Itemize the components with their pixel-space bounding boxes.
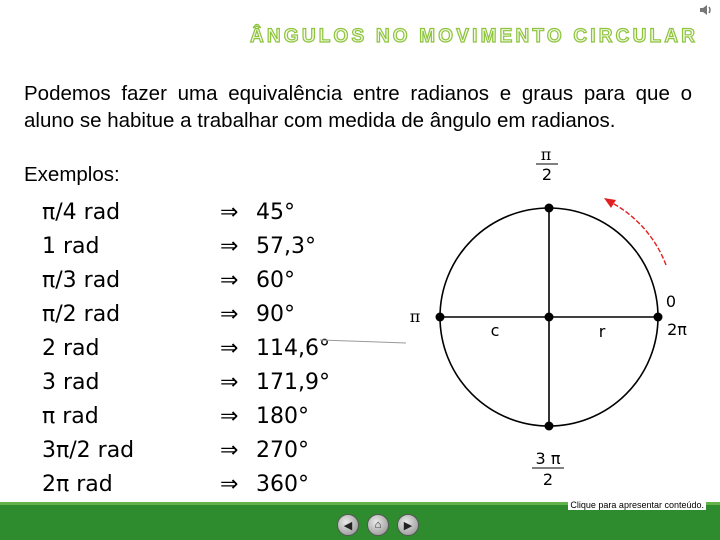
label-top-denominator: 2 — [541, 165, 553, 184]
conversion-table — [38, 198, 328, 503]
pointer-line — [320, 340, 406, 343]
radian-value: π/2 rad — [42, 302, 121, 327]
degree-value: 270° — [256, 438, 309, 463]
degree-value: 114,6° — [256, 336, 330, 361]
degree-value: 90° — [256, 302, 295, 327]
unit-circle-diagram — [320, 140, 720, 500]
degree-value: 360° — [256, 472, 309, 497]
radian-value: 3 rad — [42, 370, 100, 395]
home-icon: ⌂ — [374, 519, 382, 531]
home-button[interactable] — [367, 514, 389, 536]
implies-arrow: ⇒ — [220, 472, 239, 497]
degree-value: 171,9° — [256, 370, 330, 395]
point-right — [654, 313, 663, 322]
degree-value: 45° — [256, 200, 295, 225]
implies-arrow: ⇒ — [220, 200, 239, 225]
label-right-zero: 0 — [665, 292, 677, 311]
point-bottom — [545, 422, 554, 431]
conversion-row — [38, 334, 328, 368]
radian-value: π/3 rad — [42, 268, 121, 293]
conversion-row — [38, 402, 328, 436]
degree-value: 60° — [256, 268, 295, 293]
label-radius: r — [598, 322, 606, 341]
implies-arrow: ⇒ — [220, 336, 239, 361]
radian-value: π/4 rad — [42, 200, 121, 225]
examples-label: Exemplos: — [24, 163, 120, 186]
conversion-row — [38, 198, 328, 232]
radian-value: 2π rad — [42, 472, 113, 497]
label-right-two-pi: 2π — [667, 320, 687, 339]
footer-note[interactable]: Clique para apresentar conteúdo. — [570, 500, 704, 510]
implies-arrow: ⇒ — [220, 370, 239, 395]
degree-value: 180° — [256, 404, 309, 429]
intro-paragraph: Podemos fazer uma equivalência entre radianos e graus para que o aluno se habitue a trabalhar com medida de ângulo em radianos. — [24, 82, 692, 132]
next-icon: ▶ — [403, 519, 413, 532]
implies-arrow: ⇒ — [220, 302, 239, 327]
implies-arrow: ⇒ — [220, 404, 239, 429]
implies-arrow: ⇒ — [220, 268, 239, 293]
point-top — [545, 204, 554, 213]
conversion-row — [38, 470, 328, 504]
prev-button[interactable] — [337, 514, 359, 536]
page-title: ÂNGULOS NO MOVIMENTO CIRCULAR — [250, 26, 699, 47]
conversion-row — [38, 368, 328, 402]
label-bottom-denominator: 2 — [542, 470, 554, 489]
degree-value: 57,3° — [256, 234, 316, 259]
radian-value: 1 rad — [42, 234, 100, 259]
label-center: c — [490, 321, 500, 340]
label-left: π — [409, 307, 421, 326]
next-button[interactable] — [397, 514, 419, 536]
point-left — [436, 313, 445, 322]
radian-value: 3π/2 rad — [42, 438, 135, 463]
conversion-row — [38, 436, 328, 470]
conversion-row — [38, 266, 328, 300]
implies-arrow: ⇒ — [220, 438, 239, 463]
arrowhead-icon — [604, 198, 616, 208]
conversion-row — [38, 300, 328, 334]
speaker-icon[interactable] — [698, 2, 714, 18]
implies-arrow: ⇒ — [220, 234, 239, 259]
radian-value: 2 rad — [42, 336, 100, 361]
label-top-numerator: π — [540, 145, 552, 164]
radian-value: π rad — [42, 404, 99, 429]
label-bottom-numerator: 3 π — [535, 449, 561, 468]
conversion-row — [38, 232, 328, 266]
point-center — [545, 313, 554, 322]
prev-icon: ◀ — [343, 519, 353, 532]
